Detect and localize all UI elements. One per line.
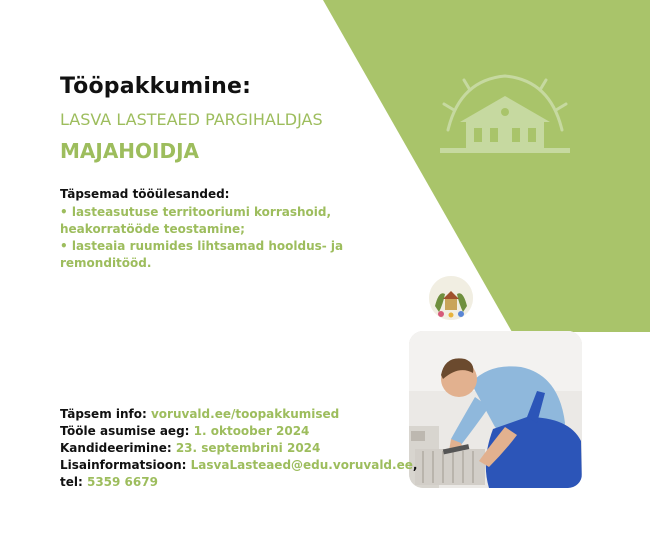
contact-info xyxy=(60,406,418,491)
info-start-value: 1. oktoober 2024 xyxy=(193,424,310,438)
info-start-line xyxy=(60,423,400,440)
info-apply-value: 23. septembrini 2024 xyxy=(175,441,321,455)
kindergarten-name: LASVA LASTEAED PARGIHALDJAS xyxy=(60,110,323,129)
kindergarten-building-logo-icon xyxy=(440,70,570,155)
info-apply-label: Kandideerimine: xyxy=(60,441,176,455)
info-contact-suffix: , xyxy=(412,458,418,472)
info-more-label: Täpsem info: xyxy=(60,407,151,421)
info-contact-email[interactable]: LasvaLasteaed@edu.voruvald.ee xyxy=(190,458,413,472)
info-start-label: Tööle asumise aeg: xyxy=(60,424,194,438)
info-more-line xyxy=(60,406,400,423)
info-tel-line xyxy=(60,474,400,491)
info-tel-value[interactable]: 5359 6679 xyxy=(86,475,158,489)
job-role: MAJAHOIDJA xyxy=(60,139,200,163)
info-tel-label: tel: xyxy=(60,475,87,489)
duty-item: • lasteaia ruumides lihtsamad hooldus- ja remonditööd. xyxy=(60,239,344,270)
page-title: Tööpakkumine: xyxy=(60,74,252,99)
duties-heading: Täpsemad tööülesanded: xyxy=(60,187,230,201)
duties-list xyxy=(60,204,350,272)
duty-item: • lasteasutuse territooriumi korrashoid, heakorratööde teostamine; xyxy=(60,205,332,236)
info-more-link[interactable]: voruvald.ee/toopakkumised xyxy=(150,407,340,421)
info-contact-line xyxy=(60,457,418,474)
info-apply-line xyxy=(60,440,400,457)
info-contact-label: Lisainformatsioon: xyxy=(60,458,191,472)
kindergarten-emblem-icon xyxy=(429,276,473,320)
worker-photo xyxy=(409,331,582,488)
